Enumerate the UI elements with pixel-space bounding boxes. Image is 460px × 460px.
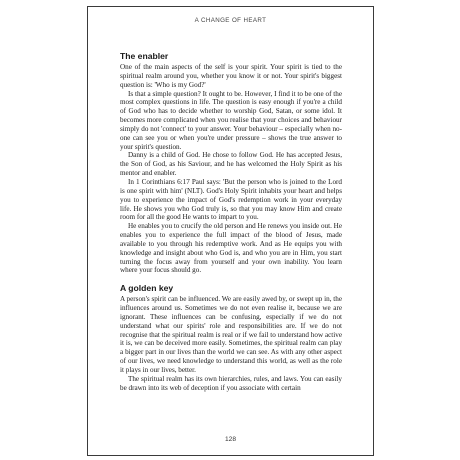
running-head: A CHANGE OF HEART: [194, 17, 267, 24]
book-page: [87, 6, 374, 456]
page-body: [120, 51, 342, 393]
paragraph: Is that a simple question? It ought to be. However, I find it to be one of the most complex questions in life. The question is easy enough if you're a child of God who has to decide whether to worship God, Satan, or some idol. It becomes more complicated when you realise that your choices and behaviour simply do not 'connect' to your answer. Your behaviour – especially when no-one can see you or when you're under pressure – shows the true answer to your spirit's question.: [120, 89, 342, 151]
paragraph: One of the main aspects of the self is your spirit. Your spirit is tied to the spiritual realm around you, whether you know it or not. Your spirit's biggest question is: 'Who is my God?': [120, 63, 342, 89]
page-number: 128: [224, 436, 236, 443]
section-heading-the-enabler: The enabler: [120, 51, 169, 61]
paragraph: The spiritual realm has its own hierarchies, rules, and laws. You can easily be drawn into its web of deception if you associate with certain: [120, 374, 342, 392]
paragraph: Danny is a child of God. He chose to follow God. He has accepted Jesus, the Son of God, as his Saviour, and he has welcomed the Holy Spirit as his mentor and enabler.: [120, 151, 342, 178]
paragraph: In 1 Corinthians 6:17 Paul says: 'But the person who is joined to the Lord is one spirit with him' (NLT). God's Holy Spirit inhabits your heart and helps you to experience the impact of God's redemption work in your everyday life. He shows you who God truly is, so that you may know Him and create room for all the good He wants to impart to you.: [120, 177, 342, 222]
paragraph: A person's spirit can be influenced. We are easily awed by, or swept up in, the influences around us. Sometimes we do not even realise it, because we are ignorant. These influences can be confusing, especially if we do not understand what our spirits' role and responsibilities are. If we do not recognise that the spiritual realm is real or if we fail to understand how active it is, we can be deceived more easily. Sometimes, the spiritual realm can play a bigger part in our lives than the world we can see. As with any other aspect of our lives, we need knowledge to understand this world, as well as the role it plays in our lives, better.: [120, 295, 342, 374]
section-heading-a-golden-key: A golden key: [120, 283, 174, 294]
paragraph: He enables you to crucify the old person and He renews you inside out. He enables you to experience the full impact of the blood of Jesus, made available to you through his redemptive work. And as He equips you with knowledge and insight about who God is, and who you are in Him, you start turning the focus away from yourself and your own inability. You learn where your focus should go.: [120, 222, 342, 275]
